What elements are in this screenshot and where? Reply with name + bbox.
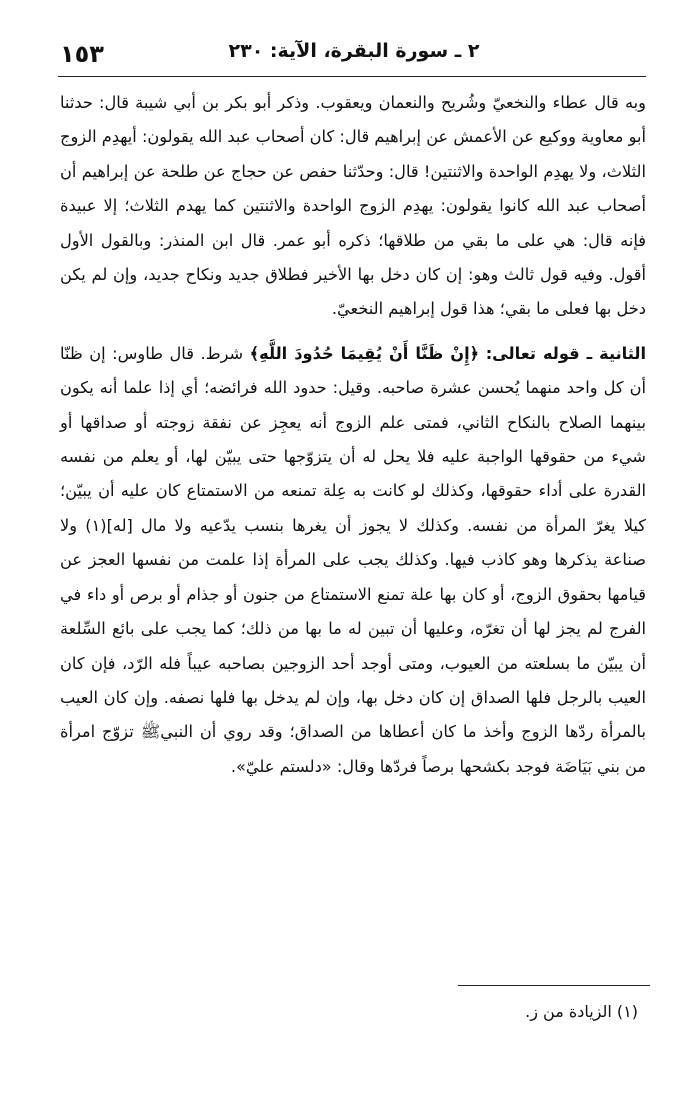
- paragraph-1: وبه قال عطاء والنخعيّ وشُريح والنعمان ويعقوب. وذكر أبو بكر بن أبي شيبة قال: حدثنا أبو معاوية ووكيع عن الأعمش عن إبراهيم قال: كان أصحاب عبد الله يقولون: أيهدِم الزوج الثلاث، ولا يهدِم الواحدة والاثنتين! قال: وحدّثنا حفص عن حجاج عن طلحة عن إبراهيم أن أصحاب عبد الله كانوا يقولون: يهدِم الزوج الواحدة والاثنتين كما يهدم الثلاث؛ إلا عبيدة فإنه قال: هي على ما بقي من طلاقها؛ ذكره أبو عمر. قال ابن المنذر: وبالقول الأول أقول. وفيه قول ثالث وهو: إن كان دخل بها الأخير فطلاق جديد ونكاح جديد، وإن لم يكن دخل بها فعلى ما بقي؛ هذا قول إبراهيم النخعيّ.: [60, 93, 646, 319]
- section-lead: الثانية ـ قوله تعالى:: [485, 343, 646, 363]
- footnote-rule: [458, 985, 650, 986]
- main-text: [60, 86, 646, 784]
- header-rule: [58, 76, 646, 77]
- paragraph-2: [60, 337, 646, 784]
- running-title: ٢ ـ سورة البقرة، الآية: ٢٣٠: [228, 40, 480, 62]
- page-header: [60, 40, 648, 70]
- quran-verse: ﴿إِنْ ظَنَّا أَنْ يُقِيمَا حُدُودَ اللَّهِ﴾: [249, 343, 480, 363]
- page-number: ١٥٣: [60, 40, 104, 68]
- footnote: (١) الزيادة من ز.: [525, 1002, 638, 1021]
- paragraph-2-text: شرط. قال طاوس: إن ظنّا أن كل واحد منهما يُحسن عشرة صاحبه. وقيل: حدود الله فرائضه؛ أي إذا علما أنه يكون بينهما الصلاح بالنكاح الثاني، فمتى علم الزوج أنه يعجِز عن نفقة زوجته أو صداقها أو شيء من حقوقها الواجبة عليه فلا يحل له أن يتزوّجها حتى يبيّن لها، أو يعلم من نفسه القدرة على أداء حقوقها، وكذلك لو كانت به عِلة تمنعه من الاستمتاع كان عليه أن يبيّن؛ كيلا يغرّ المرأة من نفسه. وكذلك لا يجوز أن يغرها بنسب يدّعيه ولا مال [له](١) ولا صناعة يذكرها وهو كاذب فيها. وكذلك يجب على المرأة إذا علمت من نفسها العجز عن قيامها بحقوق الزوج، أو كان بها علة تمنع الاستمتاع من جنون أو جذام أو برص أو داء في الفرج لم يجز لها أن تغرّه، وعليها أن تبين له ما بها من ذلك؛ كما يجب على بائع السِّلعة أن يبيّن ما بسلعته من العيوب، ومتى أوجد أحد الزوجين بصاحبه عيباً فله الرّد، فإن كان العيب بالرجل فلها الصداق إن كان دخل بها، وإن لم يدخل بها فلها نصفه. وإن كان العيب بالمرأة ردّها الزوج وأخذ ما كان أعطاها من الصداق؛ وقد روي أن النبيﷺ تزوّج امرأة من بني بَيَاضَة فوجد بكشحها برصاً فردّها وقال: «دلستم عليّ».: [60, 343, 646, 776]
